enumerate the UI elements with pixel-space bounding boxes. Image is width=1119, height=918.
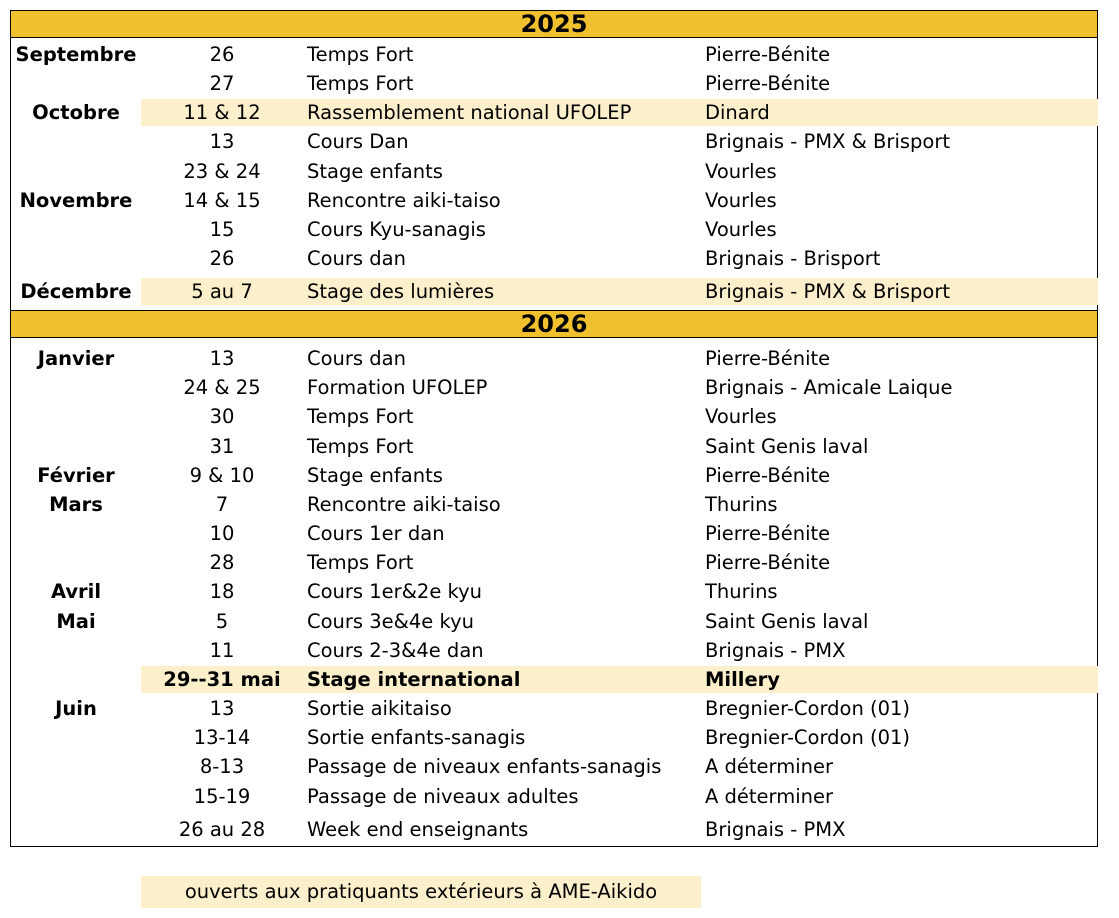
location-cell: Vourles	[705, 189, 777, 212]
location-cell: Pierre-Bénite	[705, 464, 831, 487]
year-label: 2026	[520, 310, 588, 338]
location-cell: Brignais - PMX	[705, 818, 846, 841]
date-cell: 30	[209, 405, 235, 428]
date-cell: 8-13	[199, 755, 245, 778]
location-cell: Vourles	[705, 218, 777, 241]
location-cell: Bregnier-Cordon (01)	[705, 726, 911, 749]
event-row-highlighted	[0, 98, 1119, 127]
event-cell: Cours 2-3&4e dan	[307, 639, 484, 662]
event-row	[0, 752, 1119, 781]
location-cell: A déterminer	[705, 755, 834, 778]
month-cell: Mai	[56, 610, 96, 633]
date-cell: 18	[209, 580, 235, 603]
event-cell: Temps Fort	[307, 72, 414, 95]
event-cell: Temps Fort	[307, 435, 414, 458]
date-cell: 28	[209, 551, 235, 574]
location-cell: Pierre-Bénite	[705, 347, 831, 370]
location-cell: Millery	[705, 668, 781, 691]
event-row	[0, 815, 1119, 844]
event-cell: Cours 1er dan	[307, 522, 445, 545]
date-cell: 10	[209, 522, 235, 545]
event-cell: Passage de niveaux enfants-sanagis	[307, 755, 662, 778]
location-cell: Pierre-Bénite	[705, 72, 831, 95]
event-cell: Cours 1er&2e kyu	[307, 580, 483, 603]
date-cell: 9 & 10	[189, 464, 255, 487]
date-cell: 14 & 15	[183, 189, 261, 212]
event-row	[0, 461, 1119, 490]
date-cell: 26	[209, 43, 235, 66]
date-cell: 13-14	[193, 726, 251, 749]
event-cell: Rassemblement national UFOLEP	[307, 101, 632, 124]
month-cell: Janvier	[37, 347, 115, 370]
event-cell: Rencontre aiki-taiso	[307, 189, 501, 212]
date-cell: 13	[209, 347, 235, 370]
event-cell: Temps Fort	[307, 43, 414, 66]
date-cell: 31	[209, 435, 235, 458]
date-cell: 7	[215, 493, 229, 516]
location-cell: Saint Genis laval	[705, 435, 869, 458]
date-cell: 26 au 28	[178, 818, 266, 841]
event-row-highlighted	[0, 665, 1119, 694]
month-cell: Novembre	[19, 189, 133, 212]
event-cell: Stage des lumières	[307, 280, 495, 303]
event-row	[0, 69, 1119, 98]
event-cell: Cours Kyu-sanagis	[307, 218, 486, 241]
date-cell: 24 & 25	[183, 376, 261, 399]
date-cell: 11	[209, 639, 235, 662]
event-cell: Temps Fort	[307, 551, 414, 574]
event-row	[0, 344, 1119, 373]
location-cell: Brignais - Amicale Laique	[705, 376, 953, 399]
date-cell: 13	[209, 697, 235, 720]
event-cell: Temps Fort	[307, 405, 414, 428]
event-row	[0, 577, 1119, 606]
location-cell: Brignais - Brisport	[705, 247, 881, 270]
event-row	[0, 607, 1119, 636]
month-cell: Octobre	[32, 101, 120, 124]
date-cell: 5 au 7	[191, 280, 253, 303]
location-cell: Pierre-Bénite	[705, 522, 831, 545]
event-cell: Cours dan	[307, 247, 406, 270]
event-row	[0, 215, 1119, 244]
event-row	[0, 157, 1119, 186]
date-cell: 5	[215, 610, 229, 633]
event-cell: Sortie enfants-sanagis	[307, 726, 526, 749]
date-cell: 23 & 24	[183, 160, 261, 183]
event-cell: Stage enfants	[307, 160, 443, 183]
event-row	[0, 127, 1119, 156]
event-row	[0, 782, 1119, 811]
location-cell: Brignais - PMX & Brisport	[705, 280, 950, 303]
legend-highlight-note: ouverts aux pratiquants extérieurs à AME-Aikido	[141, 876, 701, 908]
year-label: 2025	[520, 10, 588, 38]
date-cell: 15-19	[193, 785, 251, 808]
date-cell: 13	[209, 130, 235, 153]
month-cell: Décembre	[20, 280, 132, 303]
month-cell: Septembre	[15, 43, 137, 66]
event-row	[0, 548, 1119, 577]
location-cell: Pierre-Bénite	[705, 43, 831, 66]
location-cell: A déterminer	[705, 785, 834, 808]
location-cell: Vourles	[705, 405, 777, 428]
location-cell: Thurins	[705, 580, 778, 603]
event-row	[0, 402, 1119, 431]
location-cell: Saint Genis laval	[705, 610, 869, 633]
year-header-2026	[10, 310, 1098, 338]
event-cell: Sortie aikitaiso	[307, 697, 452, 720]
event-row	[0, 40, 1119, 69]
date-cell: 15	[209, 218, 235, 241]
date-cell: 29--31 mai	[163, 668, 281, 691]
event-row	[0, 519, 1119, 548]
event-row-highlighted	[0, 277, 1119, 306]
location-cell: Dinard	[705, 101, 770, 124]
event-cell: Cours dan	[307, 347, 406, 370]
event-row	[0, 490, 1119, 519]
event-cell: Week end enseignants	[307, 818, 529, 841]
location-cell: Vourles	[705, 160, 777, 183]
location-cell: Brignais - PMX & Brisport	[705, 130, 950, 153]
year-header-2025	[10, 10, 1098, 38]
month-cell: Février	[37, 464, 115, 487]
date-cell: 27	[209, 72, 235, 95]
date-cell: 11 & 12	[183, 101, 261, 124]
event-cell: Formation UFOLEP	[307, 376, 488, 399]
event-row	[0, 723, 1119, 752]
event-cell: Passage de niveaux adultes	[307, 785, 579, 808]
event-cell: Cours Dan	[307, 130, 409, 153]
event-row	[0, 694, 1119, 723]
location-cell: Bregnier-Cordon (01)	[705, 697, 911, 720]
location-cell: Pierre-Bénite	[705, 551, 831, 574]
event-cell: Stage enfants	[307, 464, 443, 487]
event-row	[0, 186, 1119, 215]
date-cell: 26	[209, 247, 235, 270]
event-row	[0, 432, 1119, 461]
event-cell: Stage international	[307, 668, 521, 691]
event-row	[0, 244, 1119, 273]
event-cell: Cours 3e&4e kyu	[307, 610, 474, 633]
location-cell: Thurins	[705, 493, 778, 516]
month-cell: Avril	[50, 580, 102, 603]
event-cell: Rencontre aiki-taiso	[307, 493, 501, 516]
month-cell: Juin	[55, 697, 97, 720]
location-cell: Brignais - PMX	[705, 639, 846, 662]
event-row	[0, 636, 1119, 665]
event-row	[0, 373, 1119, 402]
month-cell: Mars	[49, 493, 103, 516]
